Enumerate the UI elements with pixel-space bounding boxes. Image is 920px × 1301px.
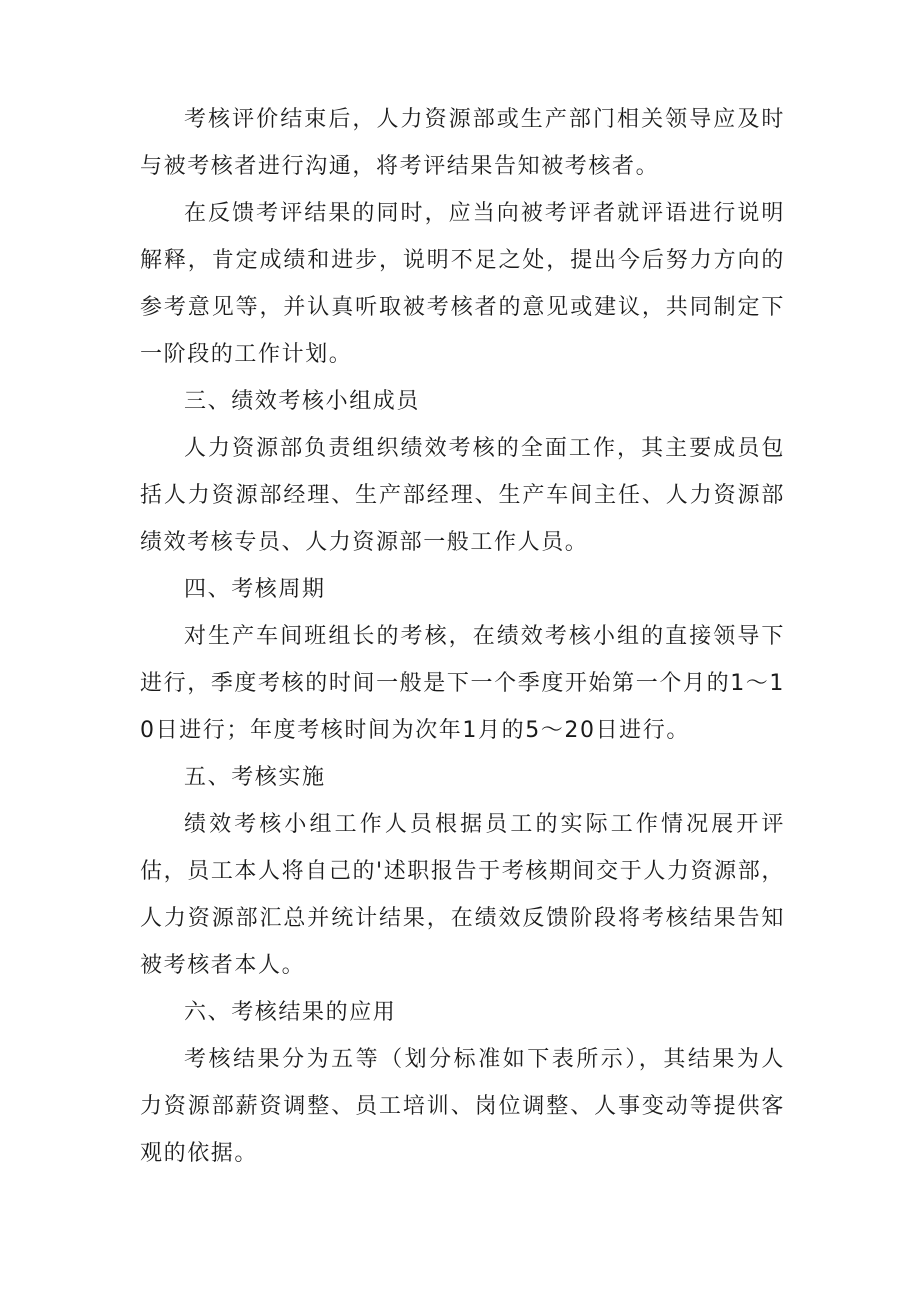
section-heading-assessment-cycle: 四、考核周期 [184, 577, 326, 602]
section-heading-team-members: 三、绩效考核小组成员 [184, 389, 421, 414]
paragraph-implementation: 绩效考核小组工作人员根据员工的实际工作情况展开评估，员工本人将自己的'述职报告于考核期间交于人力资源部，人力资源部汇总并统计结果，在绩效反馈阶段将考核结果告知被考核者本人。 [140, 812, 785, 978]
paragraph-assessment-cycle: 对生产车间班组长的考核，在绩效考核小组的直接领导下进行，季度考核的时间一般是下一个季度开始第一个月的1～10日进行；年度考核时间为次年1月的5～20日进行。 [140, 624, 785, 743]
paragraph-team-members: 人力资源部负责组织绩效考核的全面工作，其主要成员包括人力资源部经理、生产部经理、生产车间主任、人力资源部绩效考核专员、人力资源部一般工作人员。 [140, 436, 785, 555]
paragraph-results-application: 考核结果分为五等（划分标准如下表所示），其结果为人力资源部薪资调整、员工培训、岗位调整、人事变动等提供客观的依据。 [140, 1047, 785, 1166]
section-heading-implementation: 五、考核实施 [184, 765, 326, 790]
paragraph-feedback-communication: 考核评价结束后，人力资源部或生产部门相关领导应及时与被考核者进行沟通，将考评结果告知被考核者。 [140, 107, 785, 179]
section-heading-results-application: 六、考核结果的应用 [184, 1000, 397, 1025]
document-body [140, 96, 785, 1177]
paragraph-feedback-explanation: 在反馈考评结果的同时，应当向被考评者就评语进行说明解释，肯定成绩和进步，说明不足之处，提出今后努力方向的参考意见等，并认真听取被考核者的意见或建议，共同制定下一阶段的工作计划。 [140, 201, 785, 367]
